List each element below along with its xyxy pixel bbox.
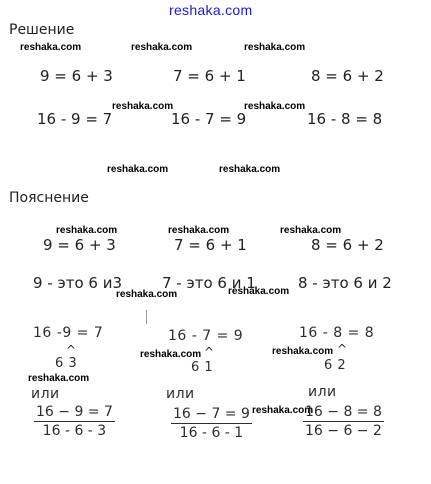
watermark: reshaka.com [28, 373, 90, 384]
fraction-numerator: 16 − 7 = 9 [173, 406, 250, 422]
work-fraction [171, 406, 252, 441]
watermark: reshaka.com [219, 164, 281, 175]
solution-equation: 16 - 9 = 7 [37, 110, 113, 128]
or-label: или [166, 386, 195, 402]
watermark: reshaka.com [107, 164, 169, 175]
watermark: reshaka.com [56, 225, 118, 236]
top-watermark: reshaka.com [169, 2, 253, 18]
solution-equation: 16 - 7 = 9 [171, 110, 247, 128]
explanation-statement: 9 - это 6 и3 [33, 274, 123, 292]
watermark: reshaka.com [168, 225, 230, 236]
work-split: 6 1 [191, 360, 214, 375]
watermark: reshaka.com [131, 42, 193, 53]
work-equation: 16 - 7 = 9 [168, 328, 244, 344]
explanation-equation: 7 = 6 + 1 [174, 236, 247, 254]
fraction-denominator: 16 − 6 − 2 [305, 423, 382, 439]
watermark: reshaka.com [272, 346, 334, 357]
watermark: reshaka.com [116, 289, 178, 300]
explanation-statement: 8 - это 6 и 2 [298, 274, 392, 292]
solution-heading: Решение [9, 22, 75, 38]
explanation-heading: Пояснение [9, 190, 89, 206]
work-equation: 16 - 8 = 8 [299, 325, 375, 341]
or-label: или [308, 384, 337, 400]
watermark: reshaka.com [112, 101, 174, 112]
split-mark: ^ [66, 343, 77, 357]
fraction-denominator: 16 - 6 - 1 [179, 425, 244, 441]
work-equation: 16 -9 = 7 [33, 325, 104, 341]
solution-equation: 9 = 6 + 3 [40, 67, 113, 85]
or-label: или [31, 386, 60, 402]
watermark: reshaka.com [140, 349, 202, 360]
text-cursor [146, 310, 147, 324]
fraction-numerator: 16 − 8 = 8 [305, 404, 382, 420]
split-mark: ^ [204, 345, 215, 359]
explanation-equation: 8 = 6 + 2 [311, 236, 384, 254]
explanation-statement: 7 - это 6 и 1 [162, 274, 256, 292]
solution-equation: 7 = 6 + 1 [173, 67, 246, 85]
solution-equation: 16 - 8 = 8 [307, 110, 383, 128]
watermark: reshaka.com [228, 286, 290, 297]
split-mark: ^ [337, 342, 348, 356]
explanation-equation: 9 = 6 + 3 [43, 236, 116, 254]
work-fraction [303, 404, 384, 439]
watermark: reshaka.com [20, 42, 82, 53]
watermark: reshaka.com [280, 225, 342, 236]
watermark: reshaka.com [244, 42, 306, 53]
work-split: 6 3 [55, 356, 78, 371]
work-split: 6 2 [324, 358, 347, 373]
fraction-numerator: 16 − 9 = 7 [36, 404, 113, 420]
watermark: reshaka.com [244, 101, 306, 112]
work-fraction [34, 404, 115, 439]
watermark: reshaka.com [252, 405, 314, 416]
fraction-denominator: 16 - 6 - 3 [42, 423, 107, 439]
solution-equation: 8 = 6 + 2 [311, 67, 384, 85]
